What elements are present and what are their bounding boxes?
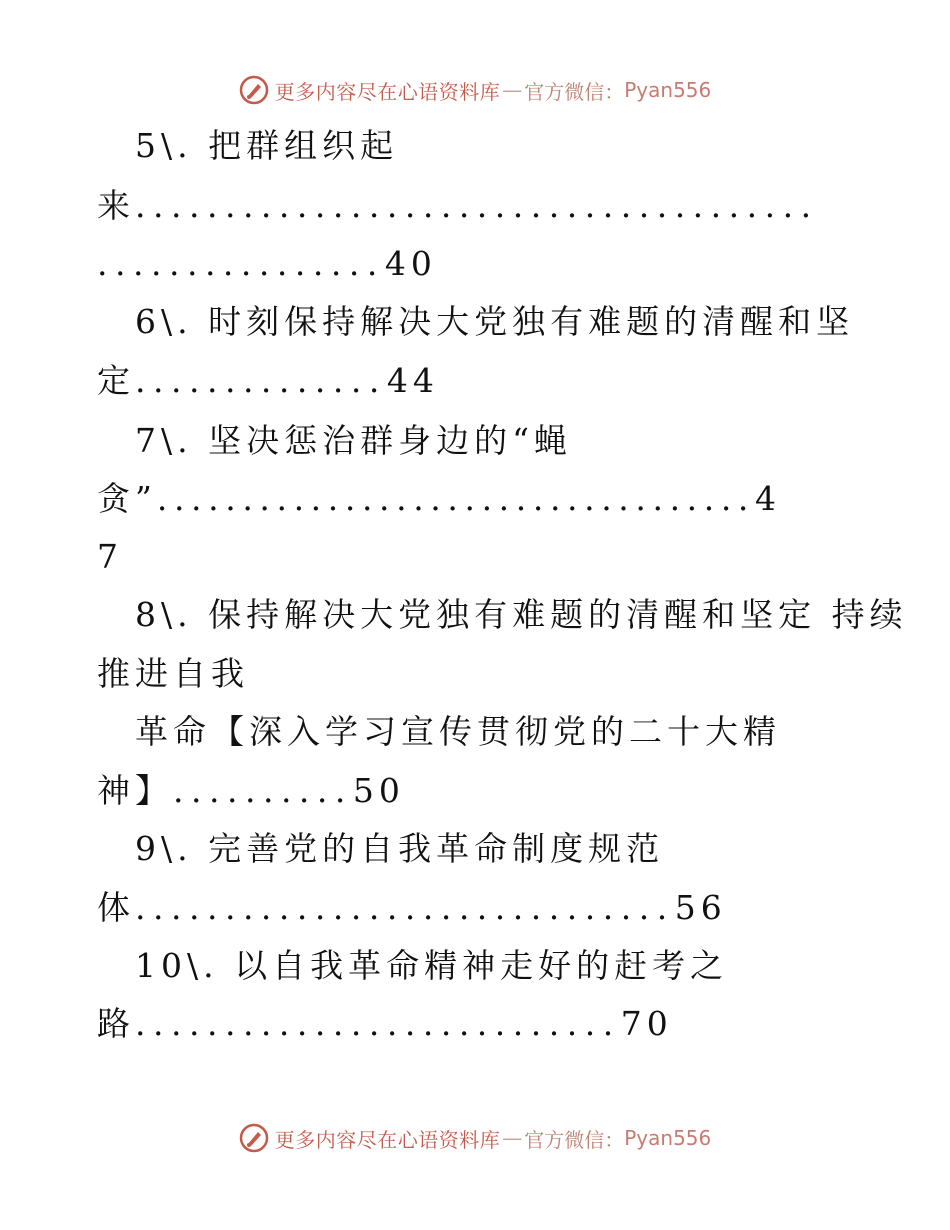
pen-seal-logo-icon bbox=[239, 1123, 269, 1153]
toc-entry-number: 7\. bbox=[135, 421, 193, 460]
toc-entry-10-line1 bbox=[135, 946, 728, 986]
toc-entry-8-line4 bbox=[97, 771, 405, 811]
watermark-banner-bottom bbox=[0, 1118, 950, 1158]
banner-site-text: 更多内容尽在心语资料库 bbox=[274, 1127, 501, 1152]
toc-entry-8-line1 bbox=[135, 595, 908, 635]
toc-leader-dots: .......... bbox=[173, 771, 353, 810]
toc-entry-10-line2 bbox=[97, 1004, 673, 1044]
toc-page-number: 56 bbox=[674, 888, 727, 927]
toc-page-number: 40 bbox=[384, 244, 437, 283]
toc-leader-dots: ................ bbox=[97, 244, 385, 283]
toc-entry-title-cont: 贪” bbox=[97, 479, 157, 518]
toc-leader-dots: .............. bbox=[135, 361, 387, 400]
toc-entry-title-cont: 体 bbox=[97, 888, 135, 927]
toc-entry-title: 时刻保持解决大党独有难题的清醒和坚 bbox=[208, 302, 855, 341]
toc-page-number: 70 bbox=[620, 1004, 673, 1043]
toc-entry-5-line2 bbox=[97, 186, 819, 226]
banner-wechat-id: Pyan556 bbox=[624, 78, 712, 102]
toc-entry-number: 5\. bbox=[135, 126, 193, 165]
toc-entry-8-line3 bbox=[135, 712, 781, 752]
toc-page-number-part1: 4 bbox=[755, 479, 782, 518]
banner-separator: — bbox=[502, 1126, 523, 1150]
toc-entry-8-line2 bbox=[97, 654, 249, 694]
banner-wechat-id: Pyan556 bbox=[624, 1126, 712, 1150]
watermark-banner-top bbox=[0, 70, 950, 110]
toc-entry-9-line1 bbox=[135, 829, 664, 869]
toc-entry-number: 8\. bbox=[135, 595, 193, 634]
toc-entry-title-cont: 定 bbox=[97, 361, 135, 400]
toc-entry-title: 以自我革命精神走好的赶考之 bbox=[234, 946, 729, 985]
toc-entry-6-line2 bbox=[97, 361, 439, 401]
toc-entry-title: 保持解决大党独有难题的清醒和坚定 持续 bbox=[208, 595, 908, 634]
banner-wechat-label: 官方微信： bbox=[524, 79, 625, 104]
toc-entry-title: 坚决惩治群身边的“蝇 bbox=[208, 421, 572, 460]
toc-page-number-part2: 7 bbox=[97, 537, 123, 576]
toc-entry-title-cont: 推进自我 bbox=[97, 654, 249, 693]
toc-page-number: 50 bbox=[352, 771, 405, 810]
toc-leader-dots: ...................................... bbox=[135, 186, 819, 225]
toc-page-number: 44 bbox=[386, 361, 439, 400]
toc-entry-number: 10\. bbox=[135, 946, 219, 985]
toc-leader-dots: ................................... bbox=[156, 479, 756, 518]
toc-entry-5-line3 bbox=[97, 244, 437, 284]
toc-entry-7-line2 bbox=[97, 479, 781, 519]
toc-entry-title-cont: 革命【深入学习宣传贯彻党的二十大精 bbox=[135, 712, 781, 751]
toc-leader-dots: .............................. bbox=[135, 888, 675, 927]
toc-leader-dots: ........................... bbox=[135, 1004, 621, 1043]
toc-entry-title: 完善党的自我革命制度规范 bbox=[208, 829, 665, 868]
banner-wechat-label: 官方微信： bbox=[524, 1127, 625, 1152]
toc-entry-title: 把群组织起 bbox=[208, 126, 399, 165]
banner-separator: — bbox=[502, 78, 523, 102]
toc-entry-number: 6\. bbox=[135, 302, 193, 341]
toc-entry-9-line2 bbox=[97, 888, 727, 928]
toc-entry-7-line1 bbox=[135, 421, 572, 461]
toc-entry-number: 9\. bbox=[135, 829, 193, 868]
toc-entry-5-line1 bbox=[135, 126, 398, 166]
toc-entry-title-cont: 来 bbox=[97, 186, 135, 225]
toc-entry-7-line3 bbox=[97, 537, 123, 577]
toc-entry-title-cont: 神】 bbox=[97, 771, 173, 810]
pen-seal-logo-icon bbox=[239, 75, 269, 105]
banner-site-text: 更多内容尽在心语资料库 bbox=[274, 79, 501, 104]
toc-entry-title-cont: 路 bbox=[97, 1004, 135, 1043]
toc-entry-6-line1 bbox=[135, 302, 854, 342]
